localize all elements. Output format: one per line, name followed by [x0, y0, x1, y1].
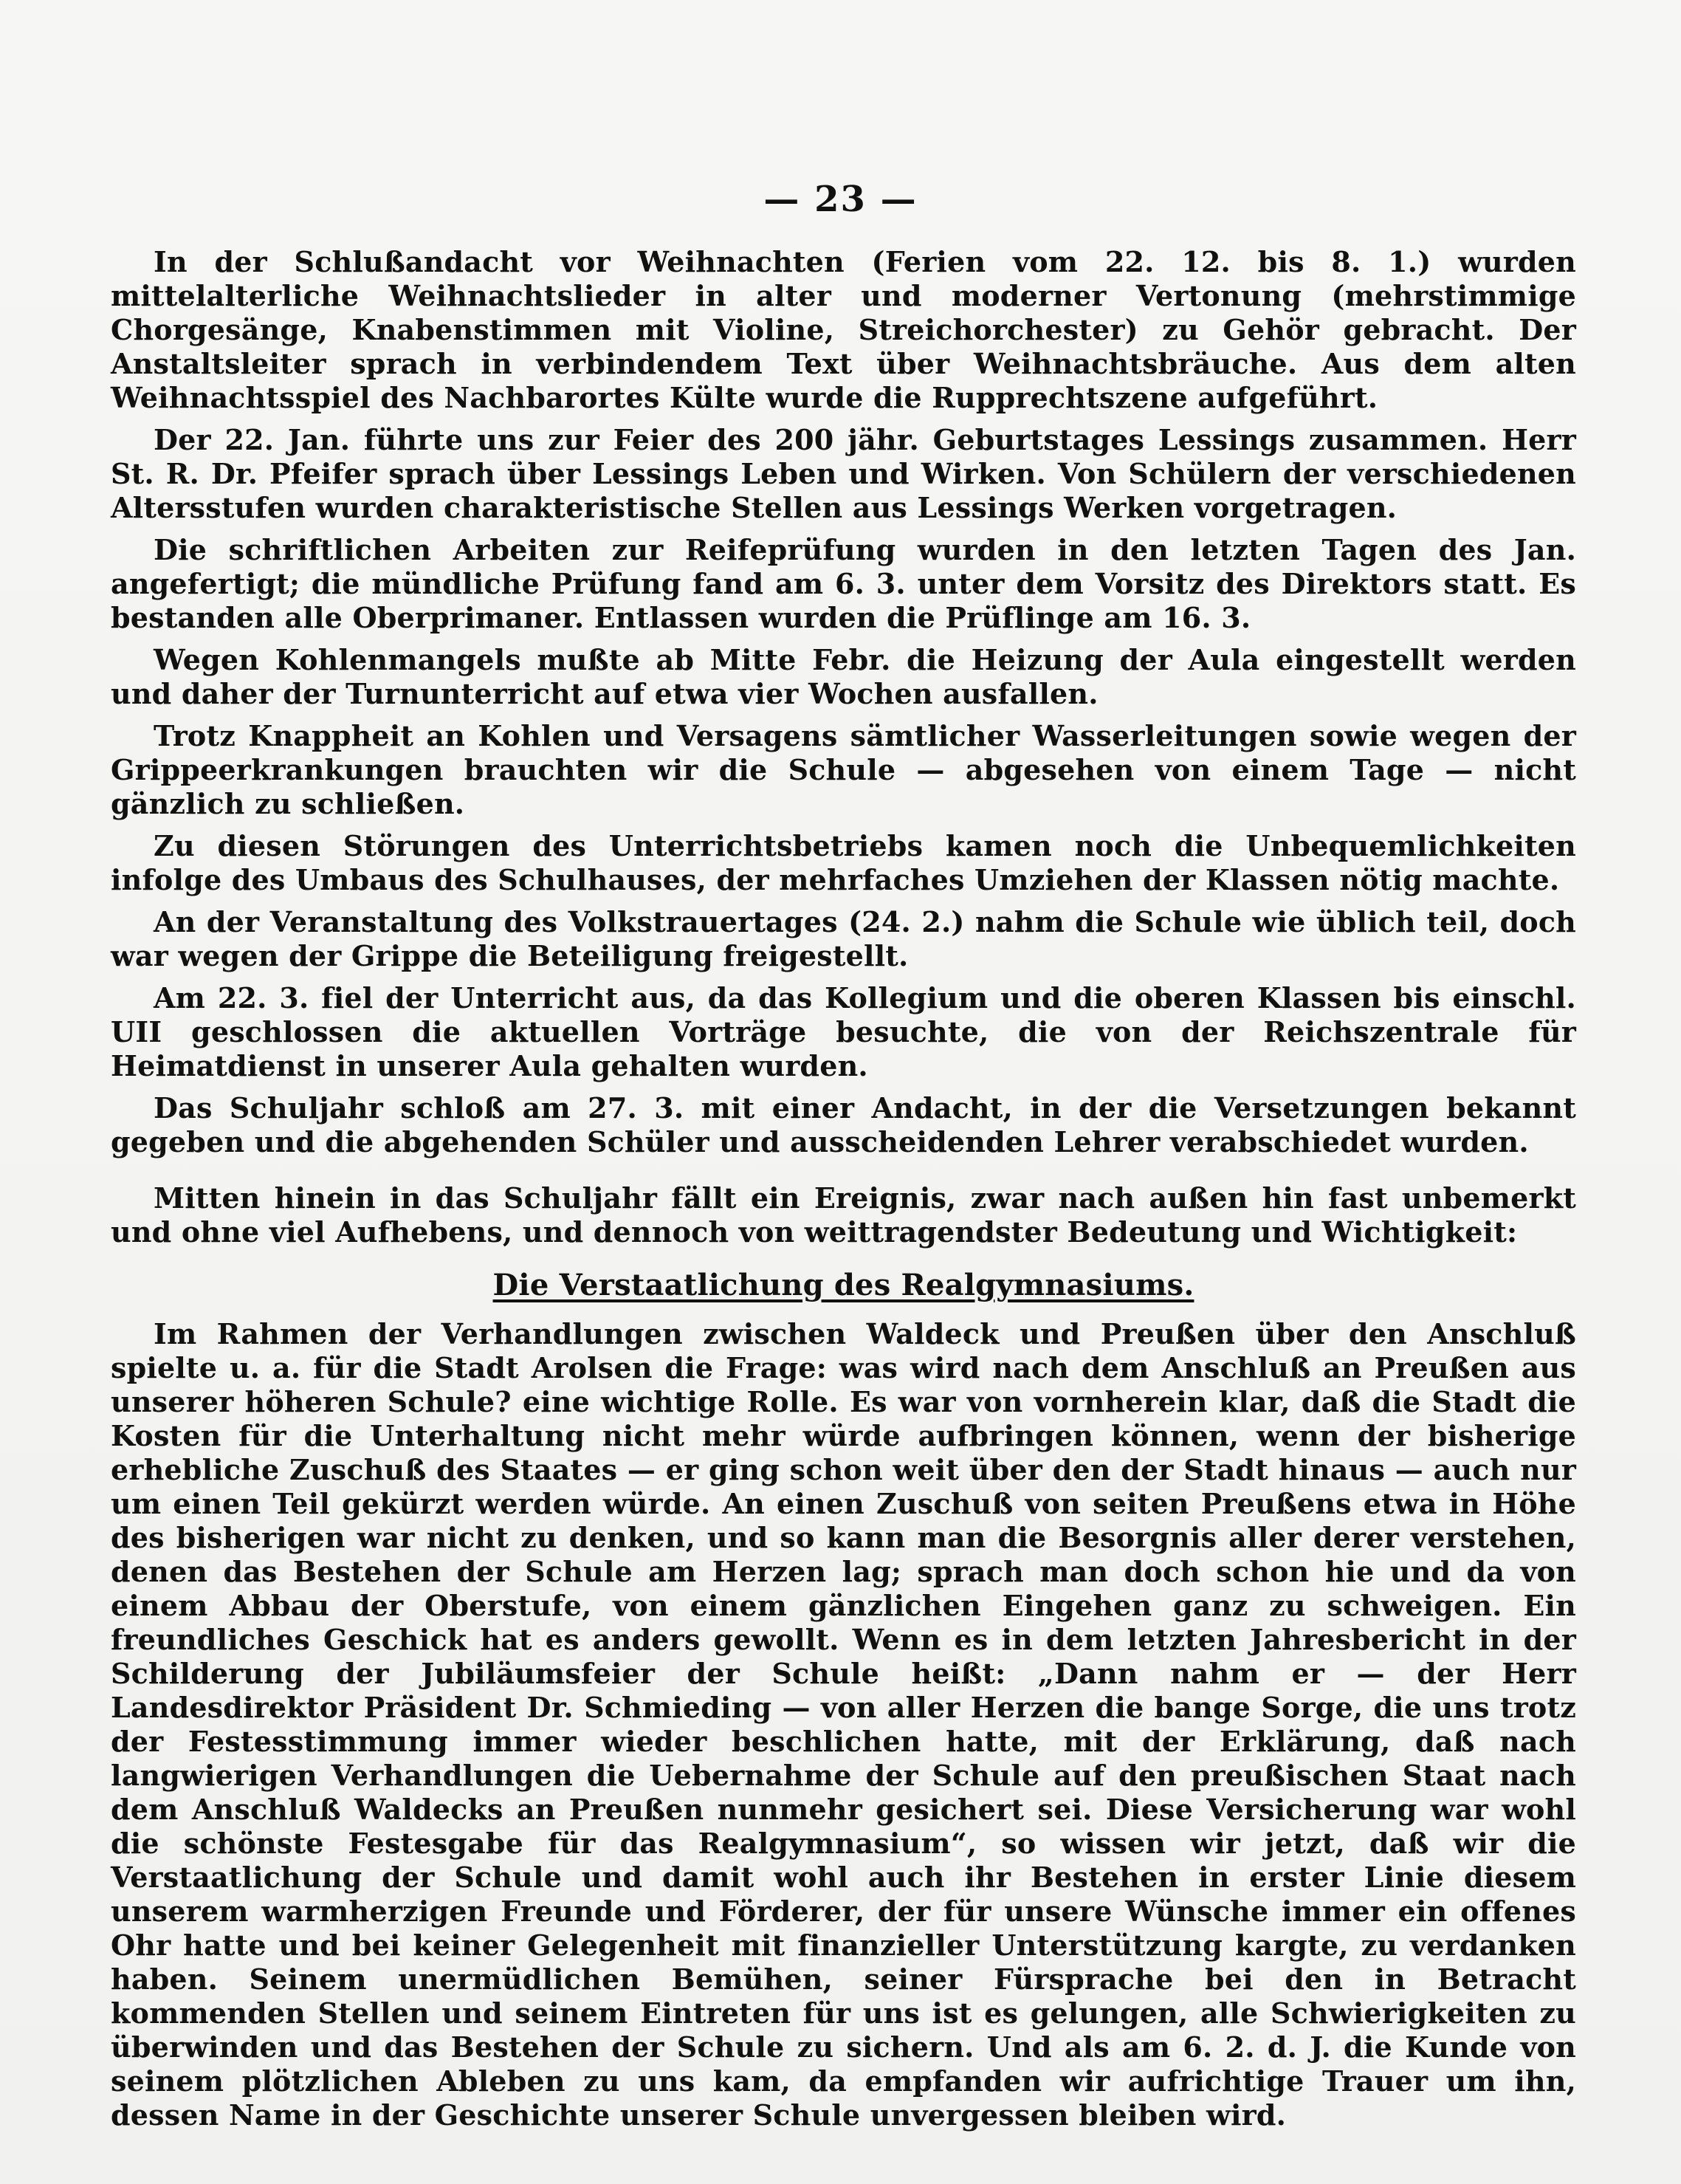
paragraph-intro-event: Mitten hinein in das Schuljahr fällt ein Ereignis, zwar nach außen hin fast unbemerkt und ohne viel Aufhebens, und dennoch von weittragendster Bedeutung und Wichtigkeit:	[111, 1181, 1576, 1249]
paragraph-christmas-service: In der Schlußandacht vor Weihnachten (Ferien vom 22. 12. bis 8. 1.) wurden mittelalterliche Weihnachtslieder in alter und moderner Vertonung (mehrstimmige Chorgesänge, Knabenstimmen mit Violine, Streichorchester) zu Gehör gebracht. Der Anstaltsleiter sprach in verbindendem Text über Weihnachtsbräuche. Aus dem alten Weihnachtsspiel des Nachbarortes Külte wurde die Rupprechtszene aufgeführt.	[111, 245, 1576, 414]
paragraph-lectures: Am 22. 3. fiel der Unterricht aus, da das Kollegium und die oberen Klassen bis einschl. UII geschlossen die aktuellen Vorträge besuchte, die von der Reichszentrale für Heimatdienst in unserer Aula gehalten wurden.	[111, 981, 1576, 1082]
paragraph-renovation: Zu diesen Störungen des Unterrichtsbetriebs kamen noch die Unbequemlichkeiten infolge des Umbaus des Schulhauses, der mehrfaches Umziehen der Klassen nötig machte.	[111, 829, 1576, 896]
page-number: — 23 —	[763, 179, 918, 220]
paragraph-mourning-day: An der Veranstaltung des Volkstrauertages (24. 2.) nahm die Schule wie üblich teil, doch war wegen der Grippe die Beteiligung freigestellt.	[111, 905, 1576, 972]
paragraph-lessing-celebration: Der 22. Jan. führte uns zur Feier des 200 jähr. Geburtstages Lessings zusammen. Herr St. R. Dr. Pfeifer sprach über Lessings Leben und Wirken. Von Schülern der verschiedenen Altersstufen wurden charakteristische Stellen aus Lessings Werken vorgetragen.	[111, 423, 1576, 524]
section-heading: Die Verstaatlichung des Realgymnasiums.	[492, 1268, 1194, 1302]
body-text	[111, 245, 1576, 2140]
paragraph-coal-shortage: Wegen Kohlenmangels mußte ab Mitte Febr. die Heizung der Aula eingestellt werden und daher der Turnunterricht auf etwa vier Wochen ausfallen.	[111, 643, 1576, 710]
paragraph-nationalization: Im Rahmen der Verhandlungen zwischen Waldeck und Preußen über den Anschluß spielte u. a. für die Stadt Arolsen die Frage: was wird nach dem Anschluß an Preußen aus unserer höheren Schule? eine wichtige Rolle. Es war von vornherein klar, daß die Stadt die Kosten für die Unterhaltung nicht mehr würde aufbringen können, wenn der bisherige erhebliche Zuschuß des Staates — er ging schon weit über den der Stadt hinaus — auch nur um einen Teil gekürzt werden würde. An einen Zuschuß von seiten Preußens etwa in Höhe des bisherigen war nicht zu denken, und so kann man die Besorgnis aller derer verstehen, denen das Bestehen der Schule am Herzen lag; sprach man doch schon hie und da von einem Abbau der Oberstufe, von einem gänzlichen Eingehen ganz zu schweigen. Ein freundliches Geschick hat es anders gewollt. Wenn es in dem letzten Jahresbericht in der Schilderung der Jubiläumsfeier der Schule heißt: „Dann nahm er — der Herr Landesdirektor Präsident Dr. Schmieding — von aller Herzen die bange Sorge, die uns trotz der Festesstimmung immer wieder beschlichen hatte, mit der Erklärung, daß nach langwierigen Verhandlungen die Uebernahme der Schule auf den preußischen Staat nach dem Anschluß Waldecks an Preußen nunmehr gesichert sei. Diese Versicherung war wohl die schönste Festesgabe für das Realgymnasium“, so wissen wir jetzt, daß wir die Verstaatlichung der Schule und damit wohl auch ihr Bestehen in erster Linie diesem unserem warmherzigen Freunde und Förderer, der für unsere Wünsche immer ein offenes Ohr hatte und bei keiner Gelegenheit mit finanzieller Unterstützung kargte, zu verdanken haben. Seinem unermüdlichen Bemühen, seiner Fürsprache bei den in Betracht kommenden Stellen und seinem Eintreten für uns ist es gelungen, alle Schwierigkeiten zu überwinden und das Bestehen der Schule zu sichern. Und als am 6. 2. d. J. die Kunde von seinem plötzlichen Ableben zu uns kam, da empfanden wir aufrichtige Trauer um ihn, dessen Name in der Geschichte unserer Schule unvergessen bleiben wird.	[111, 1317, 1576, 2132]
paragraph-year-end: Das Schuljahr schloß am 27. 3. mit einer Andacht, in der die Versetzungen bekannt gegeben und die abgehenden Schüler und ausscheidenden Lehrer verabschiedet wurden.	[111, 1091, 1576, 1158]
paragraph-school-closure: Trotz Knappheit an Kohlen und Versagens sämtlicher Wasserleitungen sowie wegen der Grippeerkrankungen brauchten wir die Schule — abgesehen von einem Tage — nicht gänzlich zu schließen.	[111, 719, 1576, 820]
paragraph-final-exam: Die schriftlichen Arbeiten zur Reifeprüfung wurden in den letzten Tagen des Jan. angefertigt; die mündliche Prüfung fand am 6. 3. unter dem Vorsitz des Direktors statt. Es bestanden alle Oberprimaner. Entlassen wurden die Prüflinge am 16. 3.	[111, 533, 1576, 634]
